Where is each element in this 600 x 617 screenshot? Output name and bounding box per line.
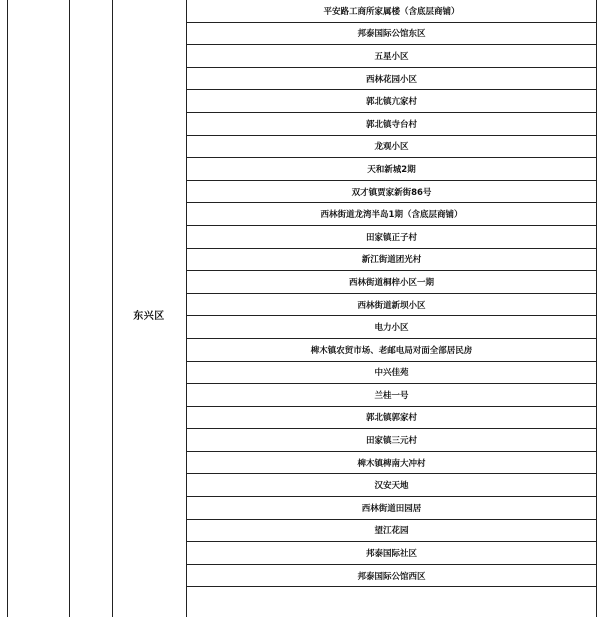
table-row: 西林街道田园居 — [187, 497, 596, 520]
table-column-divider — [69, 0, 70, 617]
table-row: 椑木镇椑南大冲村 — [187, 452, 596, 475]
table-row: 新江街道团光村 — [187, 249, 596, 272]
table-row: 郭北镇亢家村 — [187, 90, 596, 113]
table-row: 望江花园 — [187, 520, 596, 543]
table-border-left — [7, 0, 8, 617]
community-list — [187, 0, 596, 587]
table-row: 五星小区 — [187, 45, 596, 68]
table-row: 西林花园小区 — [187, 68, 596, 91]
table-row: 田家镇三元村 — [187, 429, 596, 452]
table-row: 邦泰国际公馆东区 — [187, 23, 596, 46]
table-row: 龙观小区 — [187, 136, 596, 159]
table-row: 天和新城2期 — [187, 158, 596, 181]
district-label: 东兴区 — [133, 311, 165, 322]
table-row: 田家镇正子村 — [187, 226, 596, 249]
table-row: 邦泰国际社区 — [187, 542, 596, 565]
table-border-right — [596, 0, 597, 617]
table-row: 西林街道龙湾半岛1期（含底层商铺） — [187, 203, 596, 226]
table-row: 电力小区 — [187, 316, 596, 339]
table-row: 郭北镇寺台村 — [187, 113, 596, 136]
table-row: 西林街道新坝小区 — [187, 294, 596, 317]
table-row: 中兴佳苑 — [187, 362, 596, 385]
table-row: 平安路工商所家属楼（含底层商铺） — [187, 0, 596, 23]
table-row: 椑木镇农贸市场、老邮电局对面全部居民房 — [187, 339, 596, 362]
district-cell — [112, 0, 186, 617]
table-row: 双才镇贾家新街86号 — [187, 181, 596, 204]
table-row: 郭北镇郭家村 — [187, 407, 596, 430]
table-row: 兰桂一号 — [187, 384, 596, 407]
table-row: 邦泰国际公馆西区 — [187, 565, 596, 588]
table-row: 汉安天地 — [187, 474, 596, 497]
table-row: 西林街道桐梓小区一期 — [187, 271, 596, 294]
